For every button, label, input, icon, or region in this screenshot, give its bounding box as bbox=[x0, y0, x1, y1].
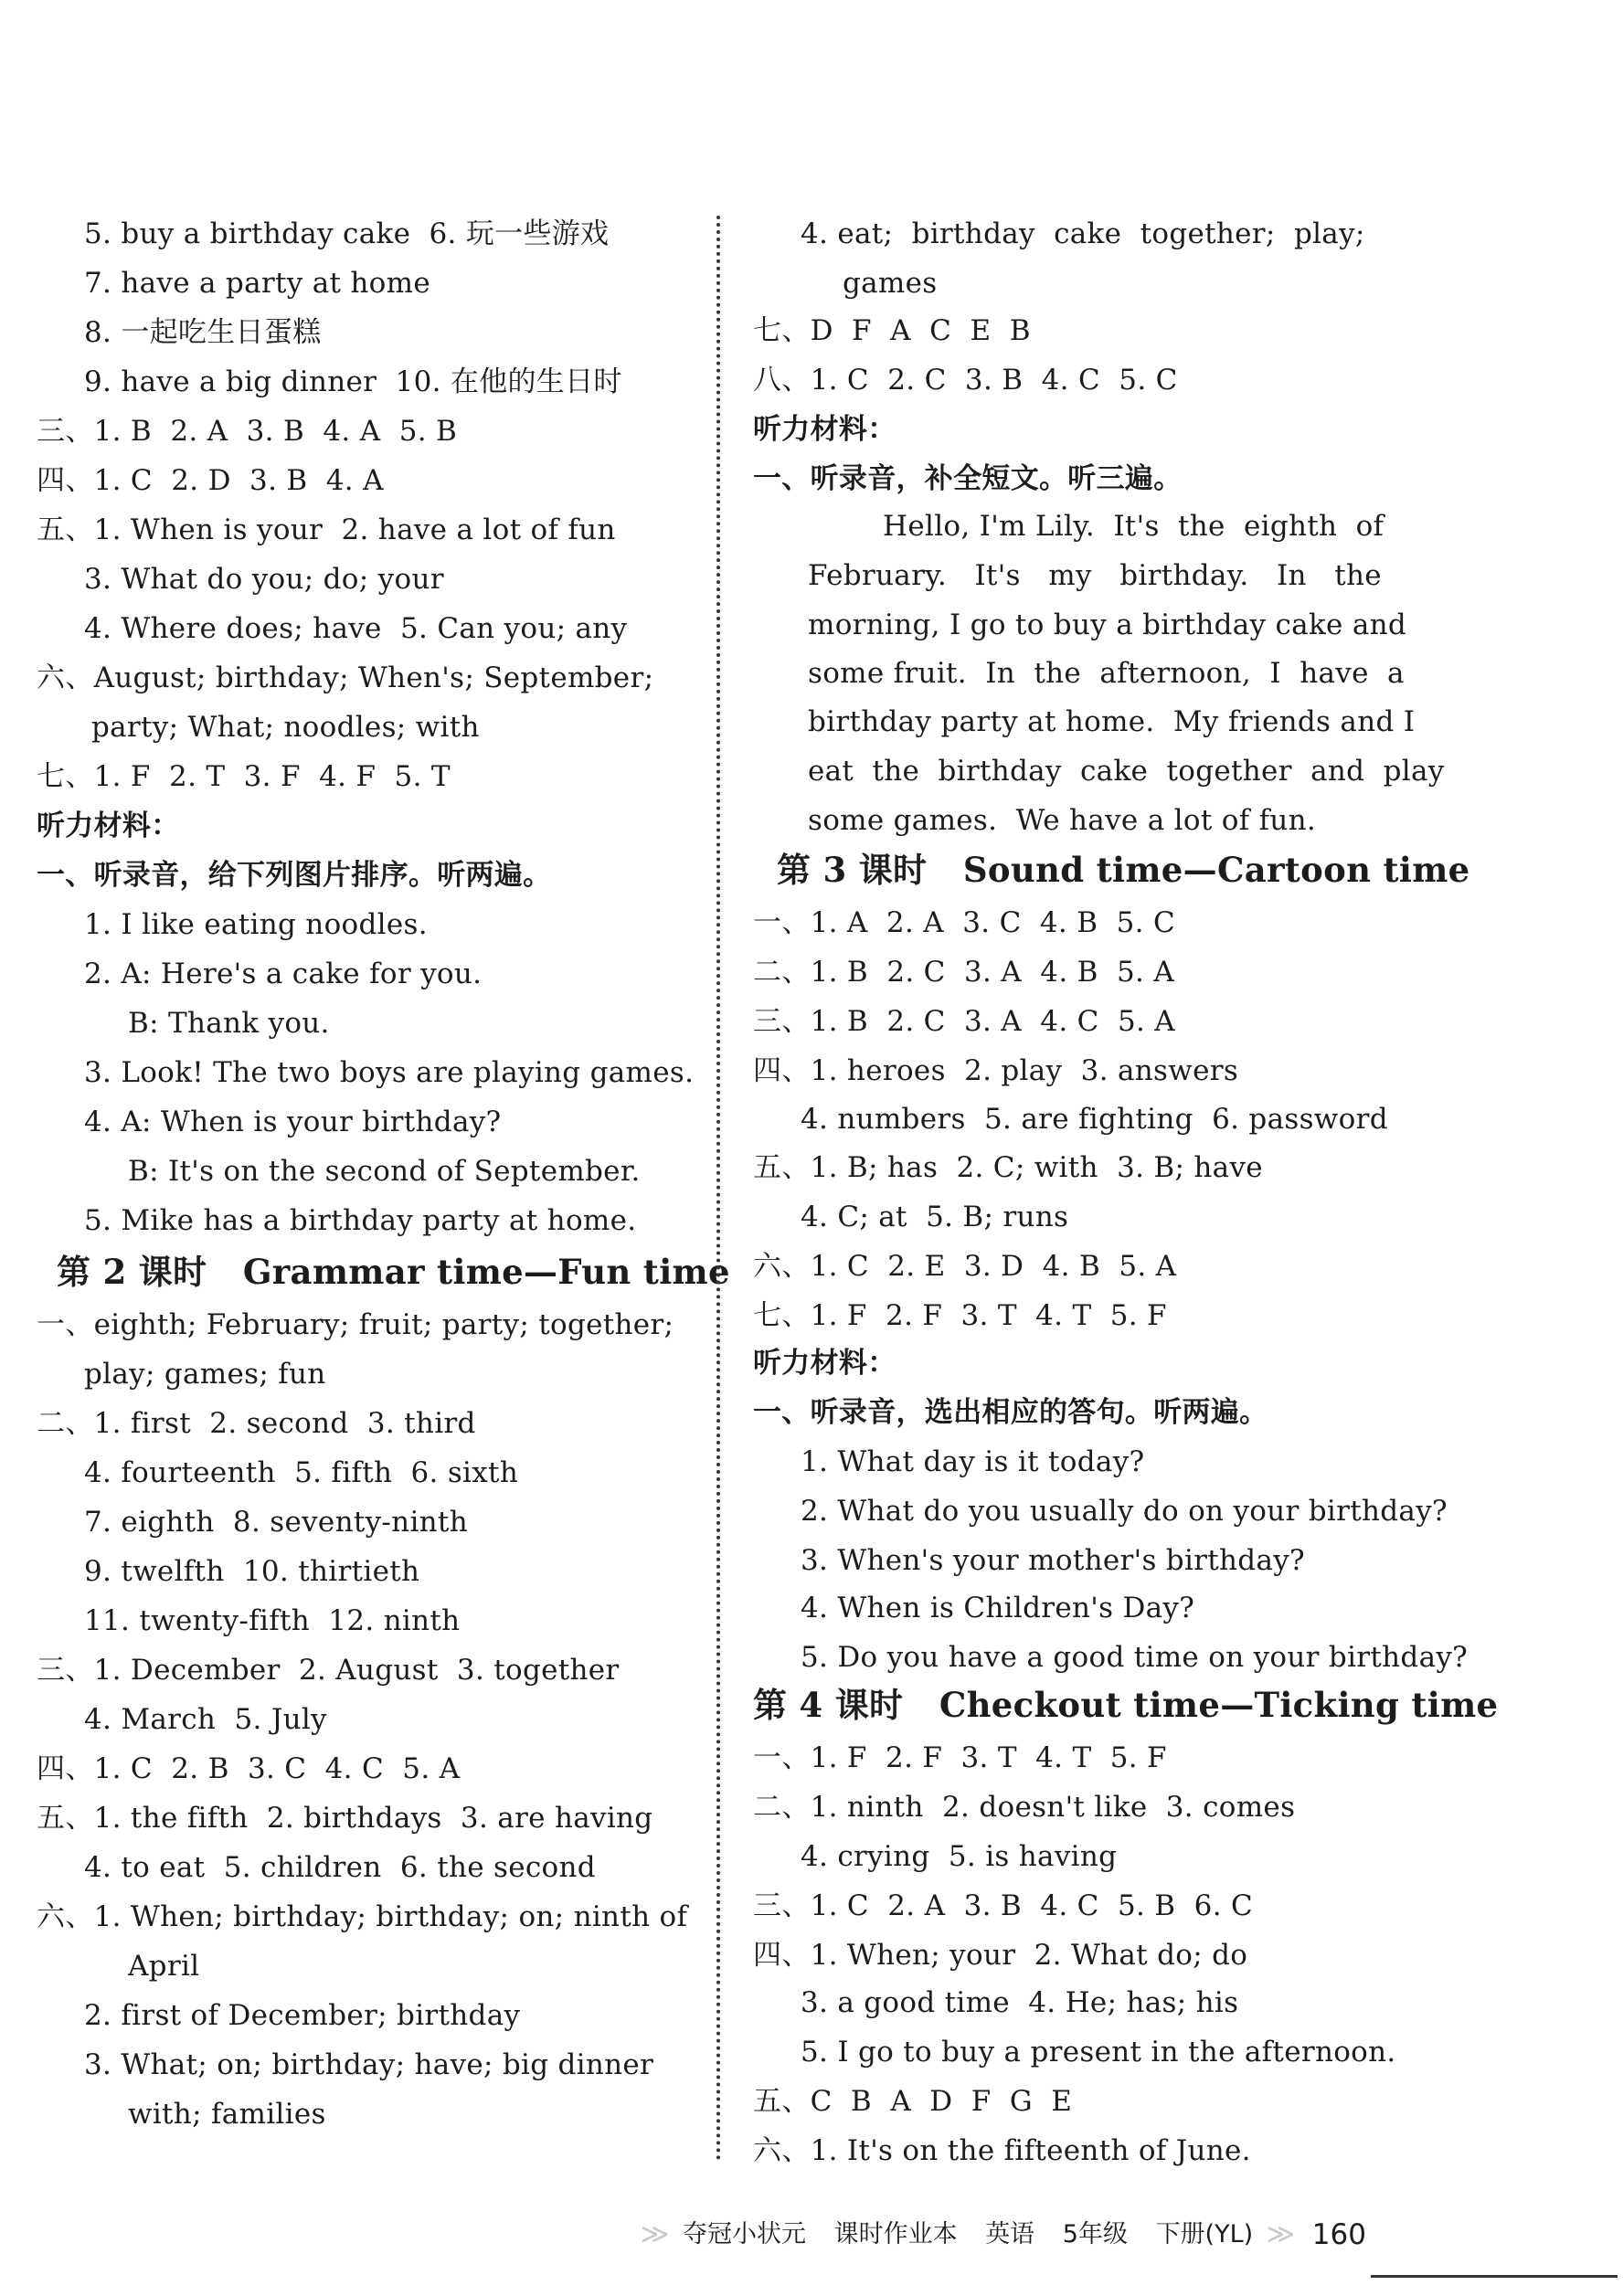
answer-line: games bbox=[843, 267, 938, 300]
answer-line: 2. What do you usually do on your birthday? bbox=[801, 1495, 1448, 1528]
answer-line: 三、1. B 2. A 3. B 4. A 5. B bbox=[37, 415, 458, 448]
answer-line: 8. 一起吃生日蛋糕 bbox=[84, 316, 322, 349]
answer-line: with; families bbox=[128, 2098, 326, 2131]
footer-volume: 下册(YL) bbox=[1155, 2219, 1254, 2248]
chevron-right-icon: ≫ bbox=[1266, 2217, 1296, 2250]
answer-line: 5. I go to buy a present in the afternoon. bbox=[801, 2036, 1396, 2069]
answer-line: 4. A: When is your birthday? bbox=[84, 1106, 502, 1138]
answer-line: 一、1. A 2. A 3. C 4. B 5. C bbox=[753, 906, 1175, 939]
answer-line: 4. When is Children's Day? bbox=[801, 1592, 1195, 1624]
answer-line: 五、1. B; has 2. C; with 3. B; have bbox=[753, 1151, 1263, 1184]
answer-line: 二、1. ninth 2. doesn't like 3. comes bbox=[753, 1791, 1296, 1824]
passage-line: some games. We have a lot of fun. bbox=[808, 804, 1317, 837]
answer-line: 一、1. F 2. F 3. T 4. T 5. F bbox=[753, 1741, 1167, 1774]
answer-line: 四、1. C 2. B 3. C 4. C 5. A bbox=[37, 1752, 461, 1785]
footer-grade: 5年级 bbox=[1062, 2219, 1128, 2248]
answer-line: 4. numbers 5. are fighting 6. password bbox=[801, 1103, 1388, 1136]
answer-line: 3. What; on; birthday; have; big dinner bbox=[84, 2048, 654, 2081]
answer-line: 2. first of December; birthday bbox=[84, 1999, 521, 2032]
page-number: 160 bbox=[1311, 2217, 1366, 2251]
answer-line: 4. fourteenth 5. fifth 6. sixth bbox=[84, 1456, 519, 1489]
answer-line: 一、eighth; February; fruit; party; together; bbox=[37, 1308, 674, 1341]
answer-line: 4. crying 5. is having bbox=[801, 1840, 1118, 1873]
passage-line: birthday party at home. My friends and I bbox=[808, 705, 1416, 738]
lesson-heading: 第 2 课时 Grammar time—Fun time bbox=[57, 1252, 730, 1292]
answer-line: 4. March 5. July bbox=[84, 1703, 327, 1736]
answer-line: 三、1. B 2. C 3. A 4. C 5. A bbox=[753, 1005, 1175, 1038]
answer-line: 七、D F A C E B bbox=[753, 314, 1031, 347]
footer-rule bbox=[1371, 2275, 1618, 2278]
answer-line: 1. I like eating noodles. bbox=[84, 908, 428, 941]
answer-line: 二、1. B 2. C 3. A 4. B 5. A bbox=[753, 956, 1175, 989]
section-instruction: 一、听录音，选出相应的答句。听两遍。 bbox=[753, 1396, 1268, 1429]
answer-line: 5. Mike has a birthday party at home. bbox=[84, 1204, 637, 1237]
answer-line: 六、August; birthday; When's; September; bbox=[37, 661, 654, 694]
answer-line: 2. A: Here's a cake for you. bbox=[84, 958, 483, 990]
answer-line: 六、1. When; birthday; birthday; on; ninth of bbox=[37, 1900, 688, 1933]
answer-line: 4. eat; birthday cake together; play; bbox=[801, 217, 1365, 250]
answer-line: B: Thank you. bbox=[128, 1007, 330, 1040]
answer-line: 七、1. F 2. F 3. T 4. T 5. F bbox=[753, 1299, 1167, 1332]
footer-subject: 英语 bbox=[985, 2219, 1035, 2248]
footer-brand: 夺冠小状元 bbox=[683, 2219, 806, 2248]
answer-line: 5. Do you have a good time on your birthday? bbox=[801, 1641, 1469, 1674]
answer-line: 4. Where does; have 5. Can you; any bbox=[84, 612, 628, 645]
answer-line: 五、1. the fifth 2. birthdays 3. are having bbox=[37, 1802, 653, 1835]
answer-line: 1. What day is it today? bbox=[801, 1445, 1145, 1478]
answer-line: B: It's on the second of September. bbox=[128, 1155, 641, 1188]
answer-line: 9. twelfth 10. thirtieth bbox=[84, 1555, 420, 1588]
answer-line: 7. have a party at home bbox=[84, 267, 430, 300]
page-footer bbox=[635, 2211, 1458, 2257]
answer-line: 五、1. When is your 2. have a lot of fun bbox=[37, 513, 616, 546]
answer-line: party; What; noodles; with bbox=[91, 711, 480, 744]
answer-line: 3. a good time 4. He; has; his bbox=[801, 1986, 1239, 2019]
passage-line: morning, I go to buy a birthday cake and bbox=[808, 608, 1407, 641]
answer-line: 六、1. It's on the fifteenth of June. bbox=[753, 2134, 1251, 2167]
answer-line: 八、1. C 2. C 3. B 4. C 5. C bbox=[753, 364, 1178, 397]
passage-line: Hello, I'm Lily. It's the eighth of bbox=[883, 510, 1384, 543]
answer-line: 六、1. C 2. E 3. D 4. B 5. A bbox=[753, 1250, 1177, 1283]
lesson-heading: 第 3 课时 Sound time—Cartoon time bbox=[777, 850, 1470, 890]
answer-line: 4. C; at 5. B; runs bbox=[801, 1201, 1069, 1233]
answer-line: 5. buy a birthday cake 6. 玩一些游戏 bbox=[84, 217, 610, 250]
section-instruction: 一、听录音，给下列图片排序。听两遍。 bbox=[37, 859, 552, 892]
answer-line: 3. What do you; do; your bbox=[84, 563, 444, 596]
answer-line: 七、1. F 2. T 3. F 4. F 5. T bbox=[37, 760, 451, 793]
answer-line: 四、1. C 2. D 3. B 4. A bbox=[37, 464, 384, 497]
answer-line: 4. to eat 5. children 6. the second bbox=[84, 1851, 596, 1884]
answer-line: 三、1. C 2. A 3. B 4. C 5. B 6. C bbox=[753, 1889, 1254, 1922]
answer-line: 7. eighth 8. seventy-ninth bbox=[84, 1506, 468, 1539]
column-divider bbox=[716, 216, 720, 2162]
answer-line: 3. Look! The two boys are playing games. bbox=[84, 1056, 695, 1089]
answer-line: April bbox=[128, 1950, 200, 1983]
answer-line: 四、1. When; your 2. What do; do bbox=[753, 1939, 1248, 1972]
answer-line: 9. have a big dinner 10. 在他的生日时 bbox=[84, 365, 622, 398]
answer-line: play; games; fun bbox=[84, 1358, 326, 1391]
lesson-heading: 第 4 课时 Checkout time—Ticking time bbox=[753, 1685, 1499, 1725]
listening-material-label: 听力材料： bbox=[753, 1347, 896, 1380]
answer-line: 四、1. heroes 2. play 3. answers bbox=[753, 1054, 1239, 1087]
answer-line: 三、1. December 2. August 3. together bbox=[37, 1654, 620, 1687]
passage-line: eat the birthday cake together and play bbox=[808, 755, 1445, 788]
chevron-right-icon: ≫ bbox=[641, 2217, 670, 2250]
answer-line: 二、1. first 2. second 3. third bbox=[37, 1407, 476, 1440]
listening-material-label: 听力材料： bbox=[753, 413, 896, 446]
listening-material-label: 听力材料： bbox=[37, 809, 180, 842]
passage-line: February. It's my birthday. In the bbox=[808, 559, 1382, 592]
answer-line: 3. When's your mother's birthday? bbox=[801, 1544, 1305, 1577]
passage-line: some fruit. In the afternoon, I have a bbox=[808, 657, 1405, 690]
answer-line: 五、C B A D F G E bbox=[753, 2085, 1073, 2118]
footer-book: 课时作业本 bbox=[833, 2219, 958, 2248]
answer-line: 11. twenty-fifth 12. ninth bbox=[84, 1604, 461, 1637]
section-instruction: 一、听录音，补全短文。听三遍。 bbox=[753, 462, 1183, 495]
